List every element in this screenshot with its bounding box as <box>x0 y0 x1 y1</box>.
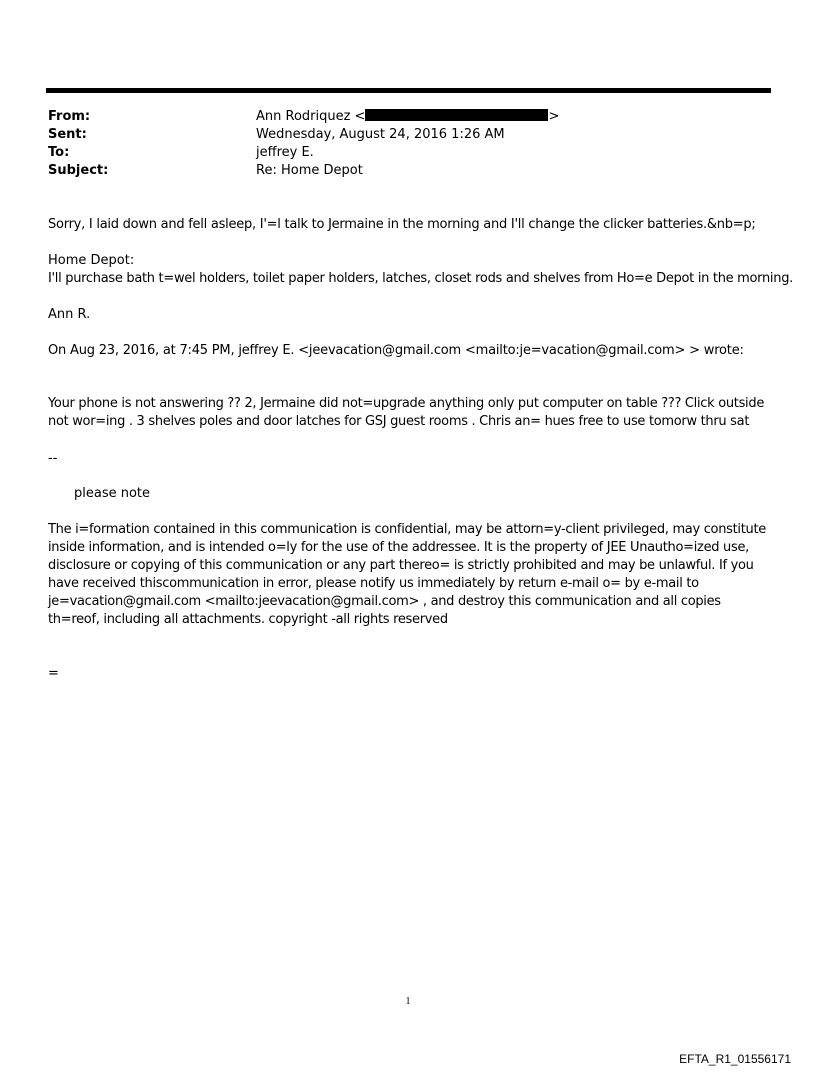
body-trailing-equals: = <box>48 666 59 681</box>
sent-label: Sent: <box>48 127 87 142</box>
body-please-note: please note <box>74 486 151 501</box>
subject-value: Re: Home Depot <box>256 163 363 178</box>
sent-value: Wednesday, August 24, 2016 1:26 AM <box>256 127 505 142</box>
from-name: Ann Rodriquez < <box>256 109 366 124</box>
body-quoted-message: Your phone is not answering ?? 2, Jermaine did not=upgrade anything only put computer on table ??? Click outside not wor=ing . 3 shelves poles and door latches for GSJ guest rooms . Chris an= hues free to use tomorw thru sat <box>48 396 765 429</box>
from-value <box>256 108 559 126</box>
header-rule <box>46 88 771 93</box>
from-suffix: > <box>548 109 560 124</box>
body-separator: -- <box>48 451 58 466</box>
body-paragraph-apology: Sorry, I laid down and fell asleep, I'=l talk to Jermaine in the morning and I'll change the clicker batteries.&nb=p; <box>48 217 756 232</box>
bates-number: EFTA_R1_01556171 <box>679 1052 791 1066</box>
subject-label: Subject: <box>48 163 109 178</box>
to-value: jeffrey E. <box>256 145 314 160</box>
body-home-depot-heading: Home Depot: <box>48 253 135 268</box>
body-signature: Ann R. <box>48 307 91 322</box>
from-label: From: <box>48 109 91 124</box>
page-number: 1 <box>405 996 411 1007</box>
body-home-depot-plan: I'll purchase bath t=wel holders, toilet paper holders, latches, closet rods and shelves from Ho=e Depot in the morning. <box>48 271 793 286</box>
to-label: To: <box>48 145 70 160</box>
redacted-email-block <box>365 109 548 121</box>
body-quote-attribution: On Aug 23, 2016, at 7:45 PM, jeffrey E. <jeevacation@gmail.com <mailto:je=vacation@gmail.com> > wrote: <box>48 343 744 358</box>
body-disclaimer: The i=formation contained in this communication is confidential, may be attorn=y-client privileged, may constitute inside information, and is intended o=ly for the use of the addressee. It is the property of JEE Unautho=ized use, disclosure or copying of this communication or any part thereo= is strictly prohibited and may be unlawful. If you have received thiscommunication in error, please notify us immediately by return e-mail o= by e-mail to je=vacation@gmail.com <mailto:jeevacation@gmail.com> , and destroy this communication and all copies th=reof, including all attachments. copyright -all rights reserved <box>48 522 766 627</box>
